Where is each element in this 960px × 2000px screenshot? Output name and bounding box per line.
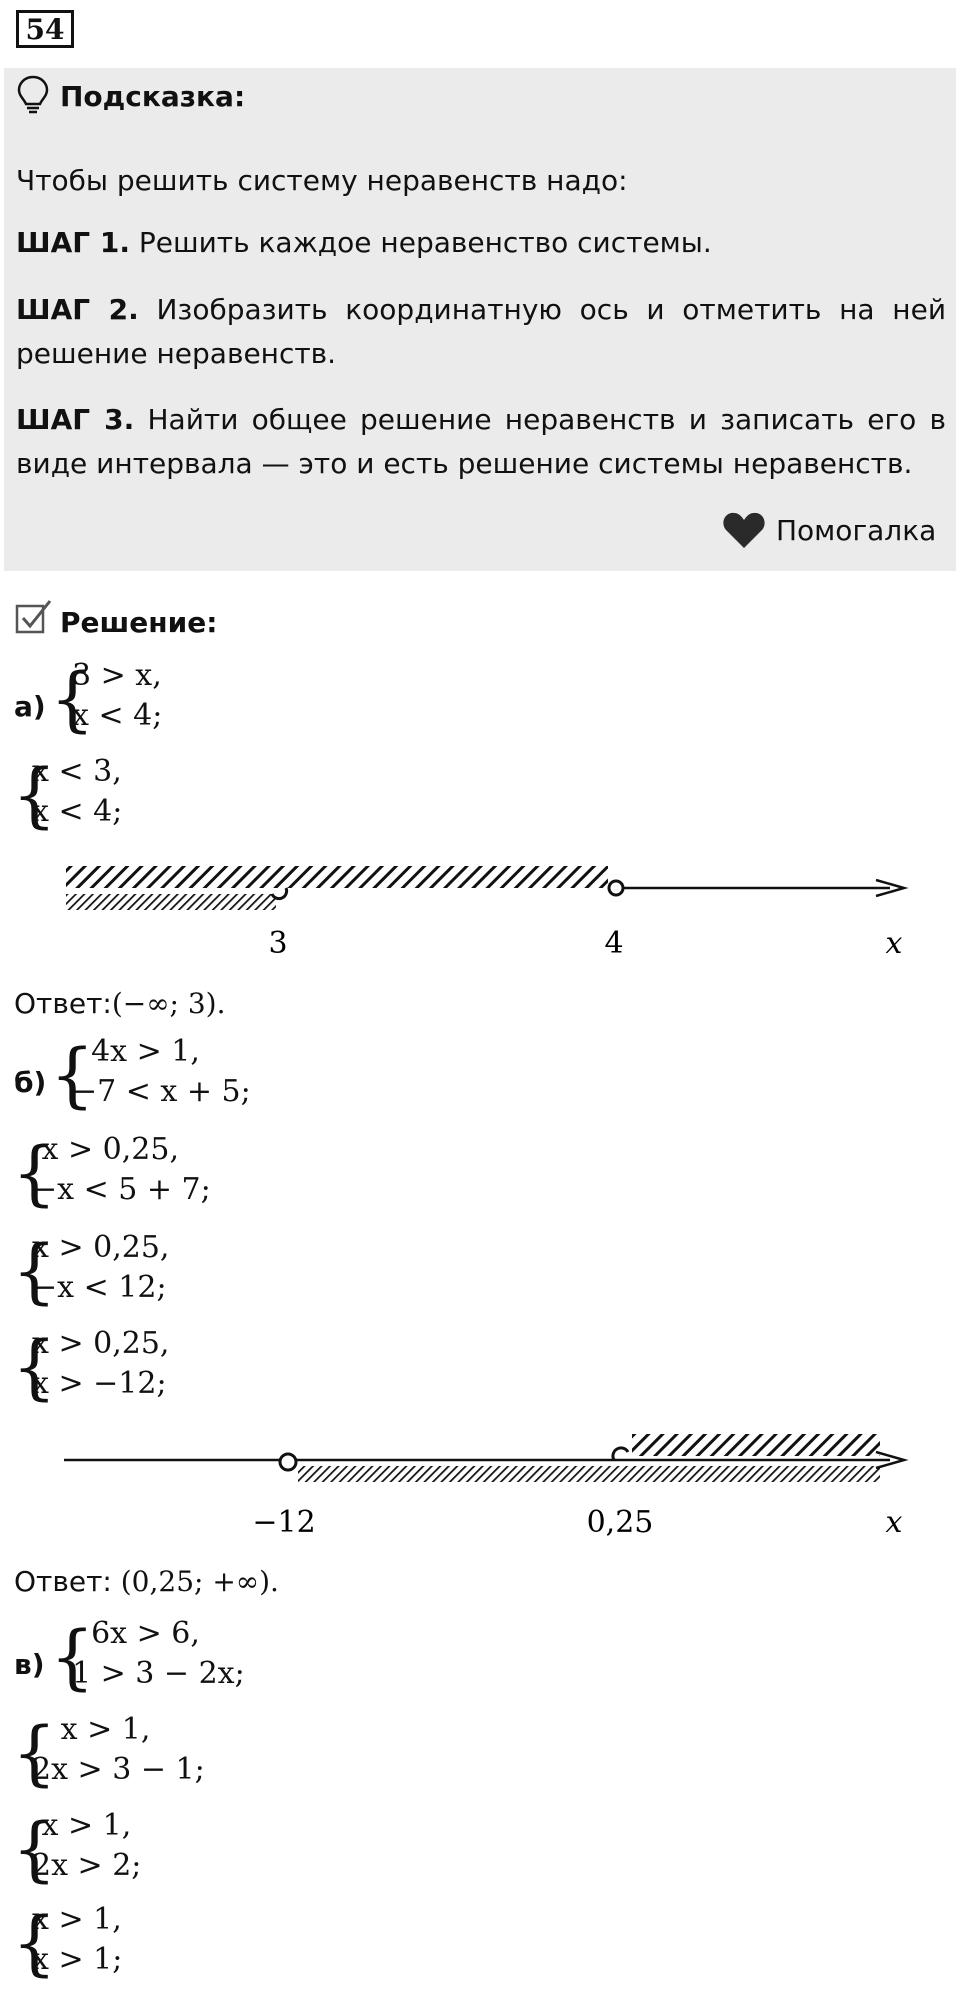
system-brace: { bbox=[12, 1808, 57, 1890]
system-brace: { bbox=[12, 1902, 57, 1984]
inequality: −x < 12; bbox=[32, 1270, 167, 1305]
step-label: ШАГ 2. bbox=[16, 293, 139, 326]
step-label: ШАГ 1. bbox=[16, 226, 130, 259]
part-a-system-2 bbox=[32, 752, 122, 832]
answer-value: (0,25; +∞). bbox=[120, 1565, 279, 1598]
part-b-label: б) bbox=[14, 1066, 47, 1099]
tick-label-3: 3 bbox=[268, 926, 288, 961]
number-line-a bbox=[0, 850, 960, 970]
step-label: ШАГ 3. bbox=[16, 403, 135, 436]
answer-value: (−∞; 3). bbox=[111, 987, 226, 1020]
system-brace: { bbox=[12, 754, 57, 836]
inequality: 4x > 1, bbox=[72, 1034, 200, 1069]
answer-prefix: Ответ: bbox=[14, 1565, 121, 1598]
checkbox-checked-icon bbox=[14, 598, 54, 638]
tick-label-0-25: 0,25 bbox=[586, 1505, 654, 1540]
inequality: x > 1, bbox=[32, 1808, 132, 1843]
brand-label: Помогалка bbox=[776, 514, 937, 547]
hint-step-2 bbox=[16, 288, 946, 376]
inequality: 6x > 6, bbox=[72, 1616, 200, 1651]
open-point-3 bbox=[272, 888, 287, 899]
open-point-minus-12 bbox=[280, 1454, 296, 1470]
system-brace: { bbox=[12, 1230, 57, 1312]
inequality: x > −12; bbox=[32, 1366, 167, 1401]
inequality: x < 4; bbox=[32, 794, 123, 829]
system-brace: { bbox=[50, 1034, 95, 1116]
part-b-answer bbox=[14, 1562, 279, 1602]
inequality: 2x > 3 − 1; bbox=[32, 1752, 205, 1787]
system-brace: { bbox=[50, 1616, 95, 1698]
solution-title: Решение: bbox=[60, 606, 218, 639]
heart-icon bbox=[722, 510, 766, 550]
hint-step-3 bbox=[16, 398, 946, 486]
step-text: Решить каждое неравенство системы. bbox=[129, 226, 712, 259]
inequality: x > 1; bbox=[32, 1942, 123, 1977]
hint-intro: Чтобы решить систему неравенств надо: bbox=[16, 164, 628, 197]
step-text: Изобразить координатную ось и отметить на ней решение неравенств. bbox=[16, 293, 947, 370]
inequality: x > 0,25, bbox=[32, 1326, 170, 1361]
system-brace: { bbox=[12, 1326, 57, 1408]
open-point-4 bbox=[609, 881, 623, 895]
inequality: x > 1, bbox=[32, 1902, 122, 1937]
shaded-region-x-gt-0-25 bbox=[632, 1434, 880, 1456]
inequality: x < 4; bbox=[72, 698, 163, 733]
hint-title: Подсказка: bbox=[60, 80, 246, 113]
open-point-0-25 bbox=[613, 1448, 628, 1460]
part-c-system-1 bbox=[72, 1614, 245, 1694]
number-line-b bbox=[0, 1430, 960, 1550]
part-b-system-2 bbox=[32, 1130, 211, 1210]
lightbulb-icon bbox=[16, 74, 50, 116]
shaded-region-x-lt-4 bbox=[66, 866, 608, 888]
hint-step-1 bbox=[16, 224, 946, 262]
inequality: −7 < x + 5; bbox=[72, 1074, 251, 1109]
part-a-label: а) bbox=[14, 690, 46, 723]
shaded-region-x-lt-3 bbox=[66, 894, 276, 910]
tick-label-4: 4 bbox=[604, 926, 624, 961]
inequality: −x < 5 + 7; bbox=[32, 1172, 211, 1207]
part-c-system-2 bbox=[32, 1710, 205, 1790]
shaded-region-x-gt-minus-12 bbox=[298, 1466, 880, 1482]
inequality: 1 > 3 − 2x; bbox=[72, 1656, 245, 1691]
part-c-system-3 bbox=[32, 1806, 141, 1886]
system-brace: { bbox=[50, 658, 95, 740]
part-b-system-1 bbox=[72, 1032, 251, 1112]
system-brace: { bbox=[12, 1712, 57, 1794]
step-text: Найти общее решение неравенств и записать его в виде интервала — это и есть решение системы неравенств. bbox=[16, 403, 946, 480]
inequality: 3 > x, bbox=[72, 658, 162, 693]
part-c-system-4 bbox=[32, 1900, 122, 1980]
axis-label-x: x bbox=[885, 1505, 903, 1540]
inequality: x > 0,25, bbox=[32, 1132, 179, 1167]
part-b-system-4 bbox=[32, 1324, 169, 1404]
inequality: x > 1, bbox=[32, 1712, 151, 1747]
part-a-answer bbox=[14, 984, 226, 1024]
problem-number: 54 bbox=[16, 10, 74, 48]
part-b-system-3 bbox=[32, 1228, 169, 1308]
inequality: x < 3, bbox=[32, 754, 122, 789]
system-brace: { bbox=[12, 1132, 57, 1214]
part-c-label: в) bbox=[14, 1648, 45, 1681]
tick-label-minus-12: −12 bbox=[252, 1505, 316, 1540]
answer-prefix: Ответ: bbox=[14, 987, 112, 1020]
axis-label-x: x bbox=[885, 926, 903, 961]
part-a-system-1 bbox=[72, 656, 162, 736]
inequality: x > 0,25, bbox=[32, 1230, 170, 1265]
inequality: 2x > 2; bbox=[32, 1848, 142, 1883]
